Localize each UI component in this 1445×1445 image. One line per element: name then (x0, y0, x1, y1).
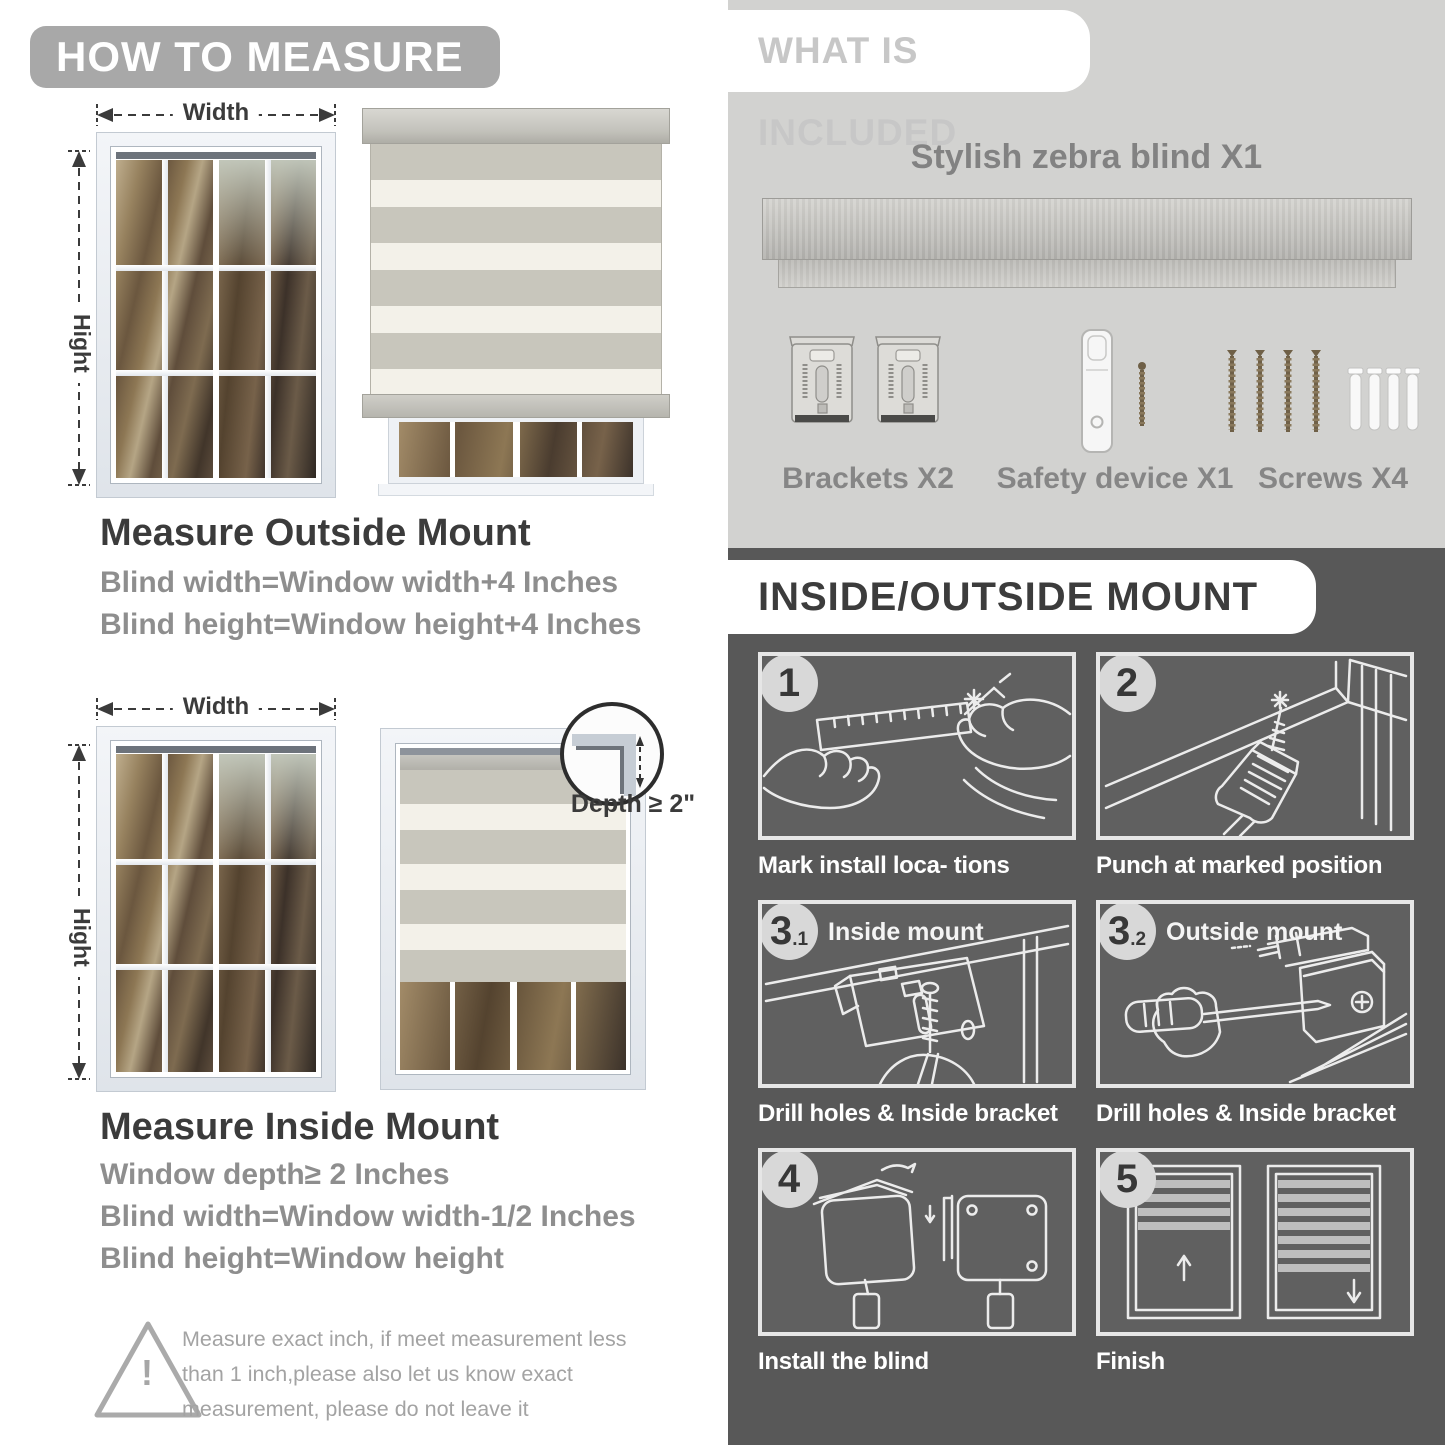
what-is-included-header: WHAT IS INCLUDED (728, 10, 1090, 92)
zebra-blind-outside-mount (362, 108, 670, 500)
step-4-panel (758, 1148, 1076, 1336)
step-3-2 (1096, 900, 1414, 1128)
width-label: Width (173, 99, 259, 127)
warning-line: measurement, please do not leave it (182, 1397, 529, 1421)
height-label: Hight (68, 898, 95, 977)
safety-device-icon (1050, 326, 1180, 458)
window-top-reveal (116, 746, 316, 753)
window-below-blind (388, 418, 644, 484)
zebra-blind-label: Stylish zebra blind X1 (910, 138, 1263, 176)
outside-mount-label: Outside mount (1166, 918, 1343, 946)
screws-label: Screws X4 (1257, 462, 1409, 495)
width-arrow (96, 693, 336, 720)
depth-label: Depth ≥ 2" (570, 790, 696, 818)
inside-mount-depth-rule: Window depth≥ 2 Inches (100, 1158, 450, 1191)
window-sill (378, 484, 654, 496)
blind-headrail (362, 108, 670, 144)
step-badge: 3 .1 (760, 902, 818, 960)
step-badge: 3 .2 (1098, 902, 1156, 960)
step-5-caption: Finish (1096, 1348, 1165, 1375)
step-3-2-caption: Drill holes & Inside bracket (1096, 1100, 1396, 1127)
step-5-panel (1096, 1148, 1414, 1336)
window-pane-left (116, 160, 213, 478)
window-photo (96, 132, 336, 498)
inside-mount-title: Measure Inside Mount (100, 1106, 500, 1148)
step-2-panel (1096, 652, 1414, 840)
blind-bottom-rail (362, 394, 670, 418)
warning-note (182, 1322, 627, 1427)
mount-section-header: INSIDE/OUTSIDE MOUNT (728, 560, 1316, 634)
window-pane-right (219, 160, 316, 478)
right-column (728, 0, 1445, 1445)
step-badge: 4 (760, 1150, 818, 1208)
step-2 (1096, 652, 1414, 880)
width-label: Width (173, 693, 259, 721)
how-to-measure-header: HOW TO MEASURE (30, 26, 500, 88)
what-is-included-section (728, 0, 1445, 548)
step-1-caption: Mark install loca- tions (758, 852, 1010, 879)
window-top-reveal (116, 152, 316, 159)
window-below-blind (400, 982, 626, 1070)
screws-anchors-icon (1220, 348, 1420, 448)
warning-exclamation: ! (141, 1352, 153, 1393)
outside-mount-formula-height: Blind height=Window height+4 Inches (100, 608, 642, 641)
inside-outside-mount-section (728, 548, 1445, 1445)
outside-mount-title: Measure Outside Mount (100, 512, 531, 554)
safety-device-label: Safety device X1 (996, 462, 1234, 495)
step-4-caption: Install the blind (758, 1348, 929, 1375)
inside-mount-figure (62, 693, 702, 1094)
step-4 (758, 1148, 1076, 1376)
inside-mount-formula-width: Blind width=Window width-1/2 Inches (100, 1200, 636, 1233)
how-to-measure-section (0, 0, 702, 1445)
step-3-2-panel (1096, 900, 1414, 1088)
brackets-icon (786, 332, 946, 450)
window-photo (96, 726, 336, 1092)
outside-mount-figure (62, 99, 702, 500)
warning-line: Measure exact inch, if meet measurement less (182, 1327, 627, 1351)
step-badge: 2 (1098, 654, 1156, 712)
blind-striped-fabric (370, 144, 662, 394)
step-1 (758, 652, 1076, 880)
step-badge: 5 (1098, 1150, 1156, 1208)
height-label: Hight (68, 304, 95, 383)
inside-mount-formula-height: Blind height=Window height (100, 1242, 504, 1275)
brackets-label: Brackets X2 (782, 462, 954, 495)
window-pane-left (116, 754, 213, 1072)
step-2-caption: Punch at marked position (1096, 852, 1383, 879)
included-items-row (728, 326, 1445, 460)
window-pane-right (219, 754, 316, 1072)
step-3-1-panel (758, 900, 1076, 1088)
step-1-panel (758, 652, 1076, 840)
step-badge: 1 (760, 654, 818, 712)
step-3-1-caption: Drill holes & Inside bracket (758, 1100, 1058, 1127)
outside-mount-formula-width: Blind width=Window width+4 Inches (100, 566, 619, 599)
width-arrow (96, 99, 336, 126)
step-3-1 (758, 900, 1076, 1128)
zebra-blind-headrail-image (762, 198, 1412, 288)
warning-line: than 1 inch,please also let us know exact (182, 1362, 573, 1386)
inside-mount-label: Inside mount (828, 918, 984, 946)
step-5 (1096, 1148, 1414, 1376)
